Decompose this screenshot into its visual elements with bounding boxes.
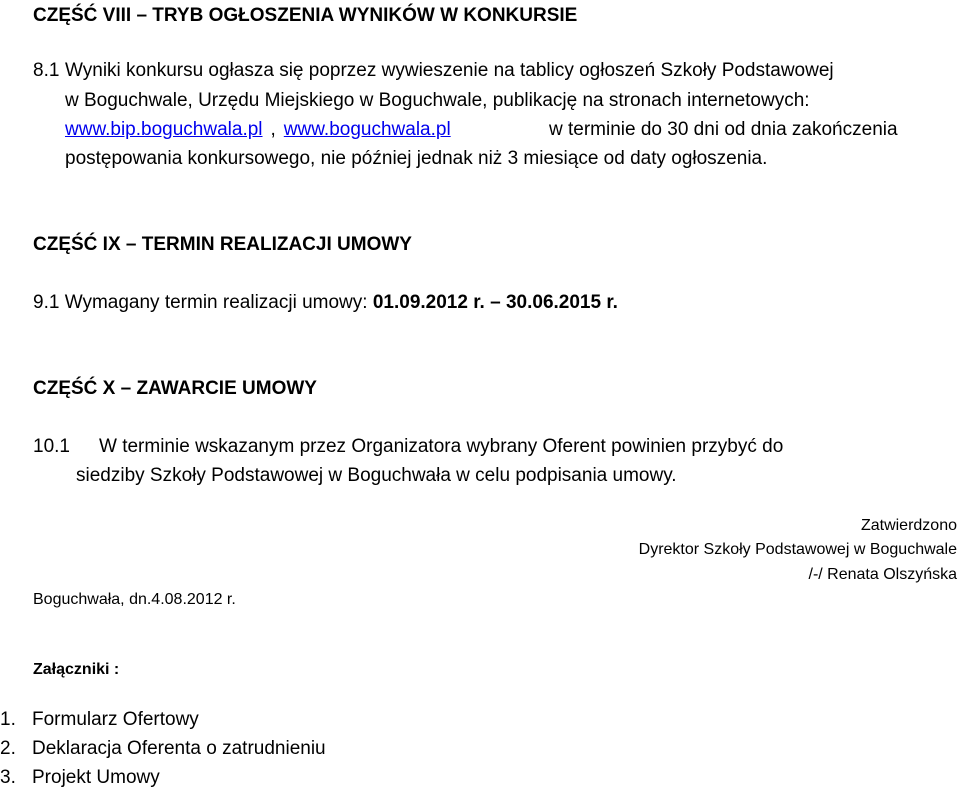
section-10-number: 10.1 xyxy=(33,436,70,457)
section-10-heading: CZĘŚĆ X – ZAWARCIE UMOWY xyxy=(33,378,317,399)
section-8-line-4: postępowania konkursowego, nie później jednak niż 3 miesiące od daty ogłoszenia. xyxy=(65,148,768,169)
approval-signature: /-/ Renata Olszyńska xyxy=(808,566,957,583)
section-9-dates: 01.09.2012 r. – 30.06.2015 r. xyxy=(372,292,618,313)
attachment-number: 2. xyxy=(0,738,16,759)
attachment-label: Projekt Umowy xyxy=(32,767,160,788)
section-9-text xyxy=(33,292,618,314)
section-10-line-1: W terminie wskazanym przez Organizatora wybrany Oferent powinien przybyć do xyxy=(99,436,784,457)
attachment-number: 1. xyxy=(0,709,16,730)
approval-position: Dyrektor Szkoły Podstawowej w Boguchwale xyxy=(638,541,957,558)
section-8-heading: CZĘŚĆ VIII – TRYB OGŁOSZENIA WYNIKÓW W KONKURSIE xyxy=(33,5,578,26)
attachment-label: Formularz Ofertowy xyxy=(32,709,199,730)
website-link[interactable]: www.boguchwala.pl xyxy=(283,119,451,140)
attachment-item xyxy=(0,767,160,789)
section-9-heading: CZĘŚĆ IX – TERMIN REALIZACJI UMOWY xyxy=(33,234,412,255)
section-10-line-2: siedziby Szkoły Podstawowej w Boguchwała w celu podpisania umowy. xyxy=(76,465,677,486)
attachment-number: 3. xyxy=(0,767,16,788)
section-9-label: 9.1 Wymagany termin realizacji umowy: xyxy=(33,292,368,313)
approval-label: Zatwierdzono xyxy=(860,517,957,534)
section-8-line-3 xyxy=(65,119,451,141)
place-date: Boguchwała, dn.4.08.2012 r. xyxy=(33,591,236,608)
attachments-heading: Załączniki : xyxy=(33,661,120,678)
attachment-item xyxy=(0,738,326,760)
section-8-line-3-rest: w terminie do 30 dni od dnia zakończenia xyxy=(549,119,898,140)
section-8-number: 8.1 xyxy=(33,60,60,81)
attachment-item xyxy=(0,709,199,731)
section-8-line-1: Wyniki konkursu ogłasza się poprzez wywieszenie na tablicy ogłoszeń Szkoły Podstawowej xyxy=(65,60,834,81)
bip-link[interactable]: www.bip.boguchwala.pl xyxy=(65,119,263,140)
section-8-line-2: w Boguchwale, Urzędu Miejskiego w Boguchwale, publikację na stronach internetowych: xyxy=(65,90,810,111)
link-separator: , xyxy=(270,119,276,140)
attachment-label: Deklaracja Oferenta o zatrudnieniu xyxy=(32,738,326,759)
